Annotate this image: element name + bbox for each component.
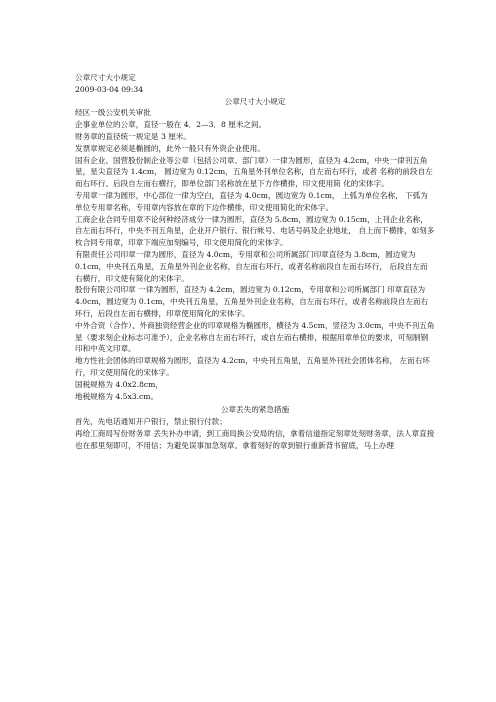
post-datetime: 2009-03-04 09:34 [75, 84, 144, 94]
paragraph: 经区一级公安机关审批 [75, 108, 151, 118]
paragraph: 有限责任公司印章一律为圆形，直径为 4.0cm，专用章和公司所属部门印章直径为 3.8cm，圆边宽为 0.1cm，中央刊五角星，五角星外刊企业名称，自左而右环行，或者名称前段自左而右环行， 后段自左而右横行，印文使有简化的宋体字。 [75, 249, 428, 283]
paragraph: 中外合资（合作）、外商独资经营企业的印章规格为椭圆形，横径为 4.5cm，竖径为 3.0cm，中央不刊五角星（要求刻企业标志可准予），企业名称自左而右环行，或自左而右横排，根据用章单位的要求，可刻制钢印和中英文印章。 [75, 320, 435, 354]
paragraph: 国税规格为 4.0x2.8cm， [75, 379, 163, 389]
document-body [75, 72, 435, 452]
top-title: 公章尺寸大小规定 [75, 73, 136, 82]
paragraph: 再给工商局写份财务章 丢失补办申请，到工商局换公安局的信，拿着信道指定刻章处刻财务章，法人章直接也在那里刻即可，不用信；为避免误事加急刻章。拿着刻好的章到银行重新背书留底，马上办理 [75, 428, 435, 450]
paragraph: 专用章一律为圆形，中心部位一律为空白，直径为 4.0cm，圆边宽为 0.1cm， 上弧为单位名称， 下弧为单位专用章名称，专用章内容放在章的下边作横排，印文使用简化的宋体字。 [75, 190, 428, 212]
paragraph: 国有企业、国营股份制企业等公章（包括公司章、部门章）一律为圆形，直径为 4.2cm，中央一律刊五角星，星尖直径为 1.4cm， 圆边宽为 0.12cm，五角星外刊单位名称，自左而右环行，或者 名称的前段自左而右环行、后段自左而右横行，即单位部门名称放在星下方作横排，印文使用简 化的宋体字。 [75, 155, 433, 189]
paragraph: 企事业单位的公章，直径一般在 4．2—3．8 厘米之间。 [75, 120, 267, 130]
paragraph: 财务章的直径统一规定是 3 厘米。 [75, 131, 191, 141]
paragraph: 地税规格为 4.5x3.cm。 [75, 391, 159, 401]
article-heading: 公章尺寸大小规定 [224, 96, 286, 106]
paragraph: 股份有限公司印章 一律为圆形，直径为 4.2cm，圆边宽为 0.12cm，专用章和公司所属部门 印章直径为 4.0cm，圆边宽为 0.1cm，中央刊五角星，五角星外刊企业名称，自左而右环行，或者名称前段自左而右环行，后段自左而右横排，印章使用简化的宋体字。 [75, 285, 429, 318]
paragraph: 地方性社会团体的印章规格为圆形，直径为 4.2cm，中央刊五角星，五角星外刊社会团体名称， 左而右环行，印文使用简化的宋体字。 [75, 356, 430, 377]
paragraph: 首先，先电话通知开户银行，禁止银行付款； [75, 417, 227, 427]
paragraph: 工商企业合同专用章不论何种经济成分一律为圆形，直径为 5.8cm，圆边宽为 0.15cm，上刊企业名称，自左而右环行，中央不刊五角星，企业开户银行、银行帐号、电话号码及企业地址， 自上而下横排，如刻多枚合同专用章，印章下端应加刻编号，印文使用简化的宋体字。 [75, 214, 435, 248]
paragraph: 发票章规定必须是椭圆的，此外一般只有外资企业使用。 [75, 143, 265, 153]
section-heading: 公章丢失的紧急措施 [220, 405, 290, 415]
